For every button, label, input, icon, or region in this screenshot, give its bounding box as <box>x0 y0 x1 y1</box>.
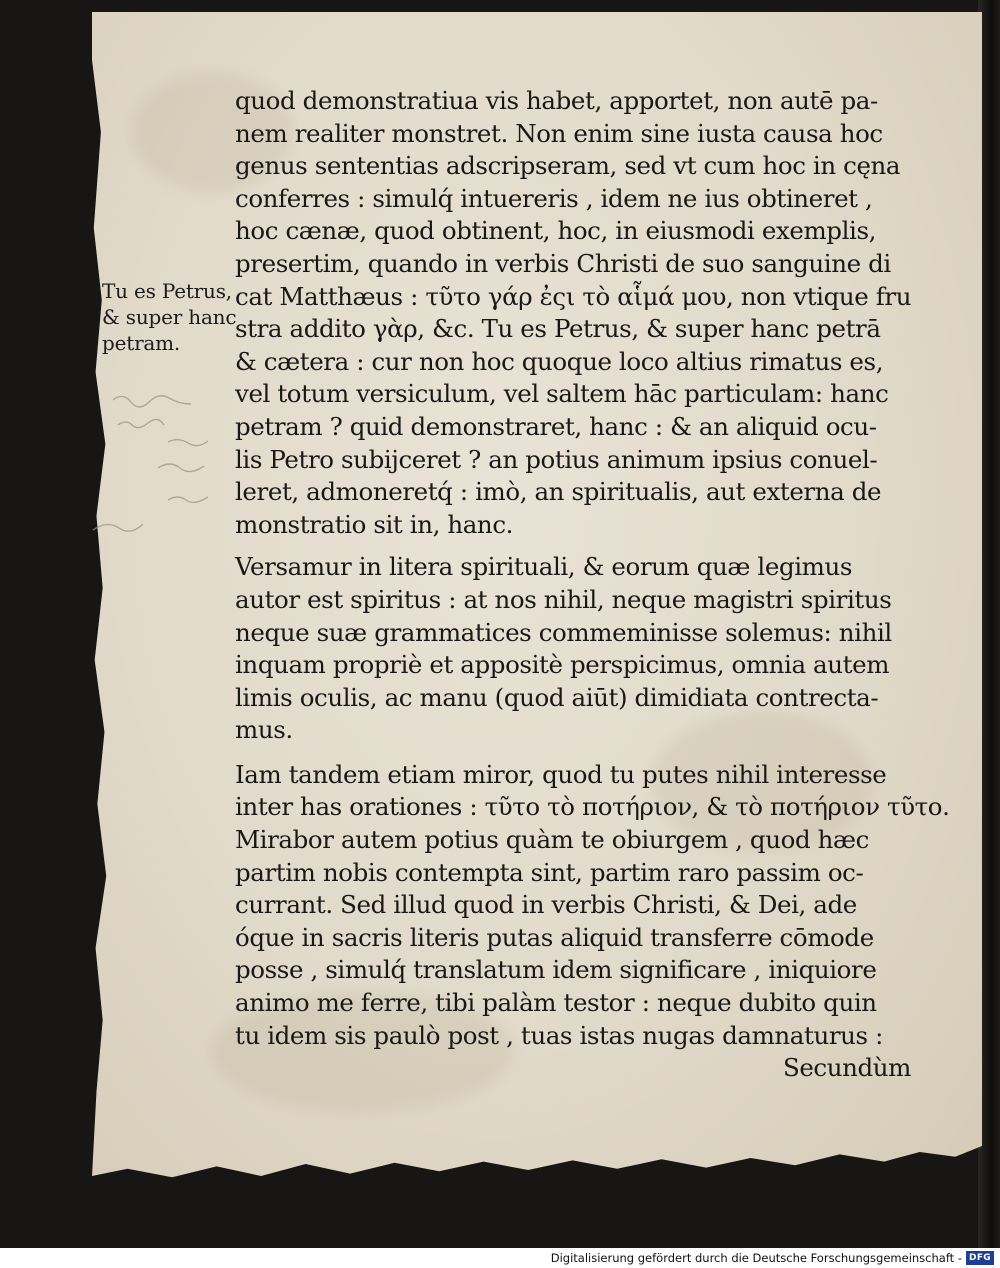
digitization-footer <box>0 1248 1000 1268</box>
paragraph-1 <box>235 85 925 541</box>
text-line: limis oculis, ac manu (quod aiūt) dimidiata contrecta- <box>235 682 879 712</box>
text-line: Iam tandem etiam miror, quod tu putes nihil interesse <box>235 759 887 789</box>
text-line: óque in sacris literis putas aliquid transferre cōmode <box>235 922 874 952</box>
text-line: lis Petro subijceret ? an potius animum ipsius conuel- <box>235 444 878 474</box>
dfg-logo: DFG <box>966 1251 994 1265</box>
margin-note-line: petram. <box>102 331 181 355</box>
margin-note-line: Tu es Petrus, <box>102 279 232 303</box>
text-line: conferres : simulq́ intuereris , idem ne ius obtineret , <box>235 183 873 213</box>
text-line: leret, admoneretq́ : imò, an spiritualis, aut externa de <box>235 477 882 507</box>
text-line: nem realiter monstret. Non enim sine iusta causa hoc <box>235 118 883 148</box>
text-line: & cætera : cur non hoc quoque loco altius rimatus es, <box>235 346 884 376</box>
text-line: stra addito γὰρ, &c. Tu es Petrus, & super hanc petrā <box>235 314 881 344</box>
text-line: vel totum versiculum, vel saltem hāc particulam: hanc <box>235 379 889 409</box>
text-line: inquam propriè et appositè perspicimus, omnia autem <box>235 650 890 680</box>
main-text-block <box>235 85 950 1085</box>
paragraph-3 <box>235 759 950 1085</box>
text-line: cat Matthæus : τῦτο γάρ ἐςι τὸ αἷμά μου, non vtique fru <box>235 281 912 311</box>
text-line: autor est spiritus : at nos nihil, neque magistri spiritus <box>235 584 892 614</box>
text-line: Mirabor autem potius quàm te obiurgem , quod hæc <box>235 825 869 855</box>
text-line: hoc cænæ, quod obtinent, hoc, in eiusmodi exemplis, <box>235 216 877 246</box>
text-line: presertim, quando in verbis Christi de suo sanguine di <box>235 248 891 278</box>
text-line: mus. <box>235 715 293 745</box>
margin-note <box>102 278 242 356</box>
text-line: monstratio sit in, hanc. <box>235 509 514 539</box>
text-line: posse , simulq́ translatum idem significare , iniquiore <box>235 955 877 985</box>
catchword: Secundùm <box>782 1053 911 1083</box>
faded-handwriting-marks <box>18 380 218 550</box>
text-line: quod demonstratiua vis habet, apportet, non autē pa- <box>235 86 878 115</box>
text-line: Versamur in litera spirituali, & eorum quæ legimus <box>235 552 853 582</box>
paragraph-2 <box>235 551 925 747</box>
margin-note-line: & super hanc <box>102 305 237 329</box>
text-line: petram ? quid demonstraret, hanc : & an aliquid ocu- <box>235 411 877 441</box>
footer-credit: Digitalisierung gefördert durch die Deutsche Forschungsgemeinschaft - <box>550 1251 962 1265</box>
text-line: neque suæ grammatices commeminisse solemus: nihil <box>235 617 892 647</box>
text-line: genus sententias adscripseram, sed vt cum hoc in cęna <box>235 151 901 181</box>
text-line: currant. Sed illud quod in verbis Christi, & Dei, ade <box>235 890 857 920</box>
text-line: partim nobis contempta sint, partim raro passim oc- <box>235 857 864 887</box>
text-line: inter has orationes : τῦτο τὸ ποτήριον, & τὸ ποτήριον τῦτο. <box>235 792 950 822</box>
text-line: animo me ferre, tibi palàm testor : neque dubito quin <box>235 988 877 1018</box>
text-line: tu idem sis paulò post , tuas istas nugas damnaturus : <box>235 1020 883 1050</box>
